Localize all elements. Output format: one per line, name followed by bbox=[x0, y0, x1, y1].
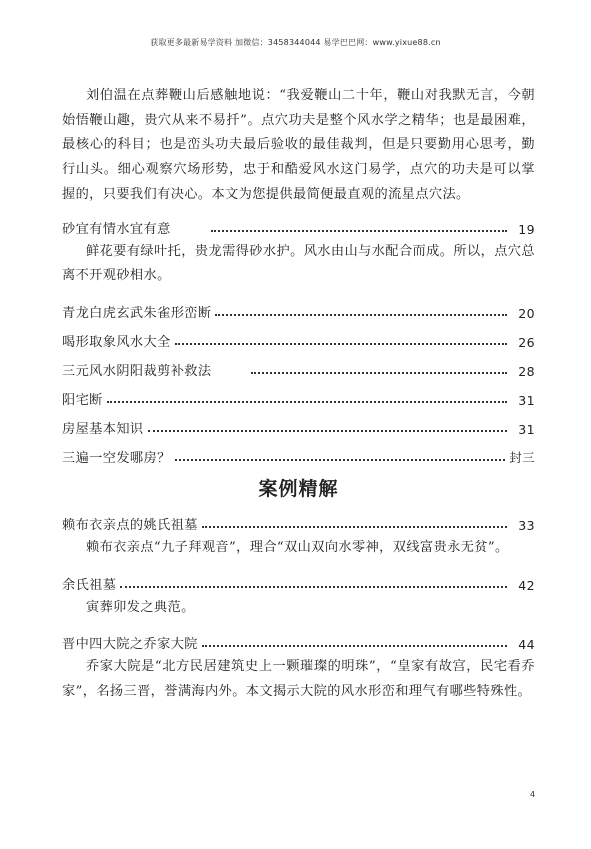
toc-entry-title: 三元风水阴阳裁剪补救法 bbox=[62, 363, 212, 379]
toc-entry[interactable] bbox=[62, 509, 535, 533]
toc-entry-page: 封三 bbox=[509, 449, 535, 465]
toc-entry[interactable] bbox=[62, 413, 535, 437]
toc-entry-title: 三遍一空发哪房？ bbox=[62, 450, 171, 466]
toc-leader-dots bbox=[251, 372, 507, 374]
toc-entry-page: 20 bbox=[518, 305, 535, 321]
toc-entry-title: 阳宅断 bbox=[62, 392, 103, 408]
page-number: 4 bbox=[530, 790, 536, 799]
toc-leader-dots bbox=[175, 343, 507, 345]
toc-entry-page: 31 bbox=[518, 421, 535, 437]
toc-entry-description: 寅葬卯发之典范。 bbox=[86, 599, 195, 615]
toc-entry-page: 31 bbox=[518, 392, 535, 408]
toc-entry[interactable] bbox=[62, 384, 535, 408]
toc-entry-title: 晋中四大院之乔家大院 bbox=[62, 637, 198, 653]
toc-entry-page: 28 bbox=[518, 363, 535, 379]
toc-entry-title: 砂宜有情水宜有意 bbox=[62, 221, 171, 237]
page-content bbox=[62, 84, 535, 705]
toc-entry-title: 房屋基本知识 bbox=[62, 421, 144, 437]
toc-leader-dots bbox=[148, 430, 507, 432]
toc-entry[interactable] bbox=[62, 442, 535, 466]
toc-entry[interactable] bbox=[62, 355, 535, 379]
toc-leader-dots bbox=[120, 586, 507, 588]
toc-entry-title: 青龙白虎玄武朱雀形峦断 bbox=[62, 305, 212, 321]
toc-entry-description: 乔家大院是“北方民居建筑史上一颗璀璨的明珠”，“皇家有故宫，民宅看乔家”，名扬三晋，誉满海内外。本文揭示大院的风水形峦和理气有哪些特殊性。 bbox=[62, 659, 535, 700]
toc-leader-dots bbox=[215, 314, 507, 316]
toc-entry-title: 赖布衣亲点的姚氏祖墓 bbox=[62, 517, 198, 533]
page-header: 获取更多最新易学资料 加微信：3458344044 易学巴巴网：www.yixue88.cn bbox=[150, 38, 441, 47]
toc-entry-page: 19 bbox=[518, 221, 535, 237]
toc-entry-description: 赖布衣亲点“九子拜观音”，理合“双山双向水零神，双线富贵永无贫”。 bbox=[86, 539, 509, 555]
toc-entry-title: 余氏祖墓 bbox=[62, 577, 117, 593]
toc-leader-dots bbox=[175, 459, 505, 461]
toc-leader-dots bbox=[211, 230, 507, 232]
toc-entry-page: 44 bbox=[518, 637, 535, 653]
toc-entry-description: 鲜花要有绿叶托，贵龙需得砂水护。风水由山与水配合而成。所以，点穴总离不开观砂相水。 bbox=[62, 243, 535, 284]
toc-leader-dots bbox=[107, 401, 507, 403]
toc-entry-page: 42 bbox=[518, 577, 535, 593]
toc-leader-dots bbox=[202, 645, 507, 647]
toc-entry-page: 26 bbox=[518, 334, 535, 350]
toc-leader-dots bbox=[202, 526, 507, 528]
section-title: 案例精解 bbox=[258, 477, 339, 500]
toc-entry[interactable] bbox=[62, 297, 535, 321]
toc-entry-title: 喝形取象风水大全 bbox=[62, 334, 171, 350]
toc-entry[interactable] bbox=[62, 326, 535, 350]
toc-entry[interactable] bbox=[62, 213, 535, 237]
toc-entry-page: 33 bbox=[518, 517, 535, 533]
toc-entry[interactable] bbox=[62, 628, 535, 652]
toc-entry[interactable] bbox=[62, 569, 535, 593]
intro-paragraph: 刘伯温在点葬鞭山后感触地说：“我爱鞭山二十年，鞭山对我默无言，今朝始悟鞭山趣，贵穴从来不易扦”。点穴功夫是整个风水学之精华；也是最困难，最核心的科目；也是峦头功夫最后验收的最佳裁判，但是只要勤用心思考，勤行山头。细心观察穴场形势，忠于和酷爱风水这门易学，点穴的功夫是可以掌握的，只要我们有决心。本文为您提供最简便最直观的流星点穴法。 bbox=[62, 88, 535, 202]
